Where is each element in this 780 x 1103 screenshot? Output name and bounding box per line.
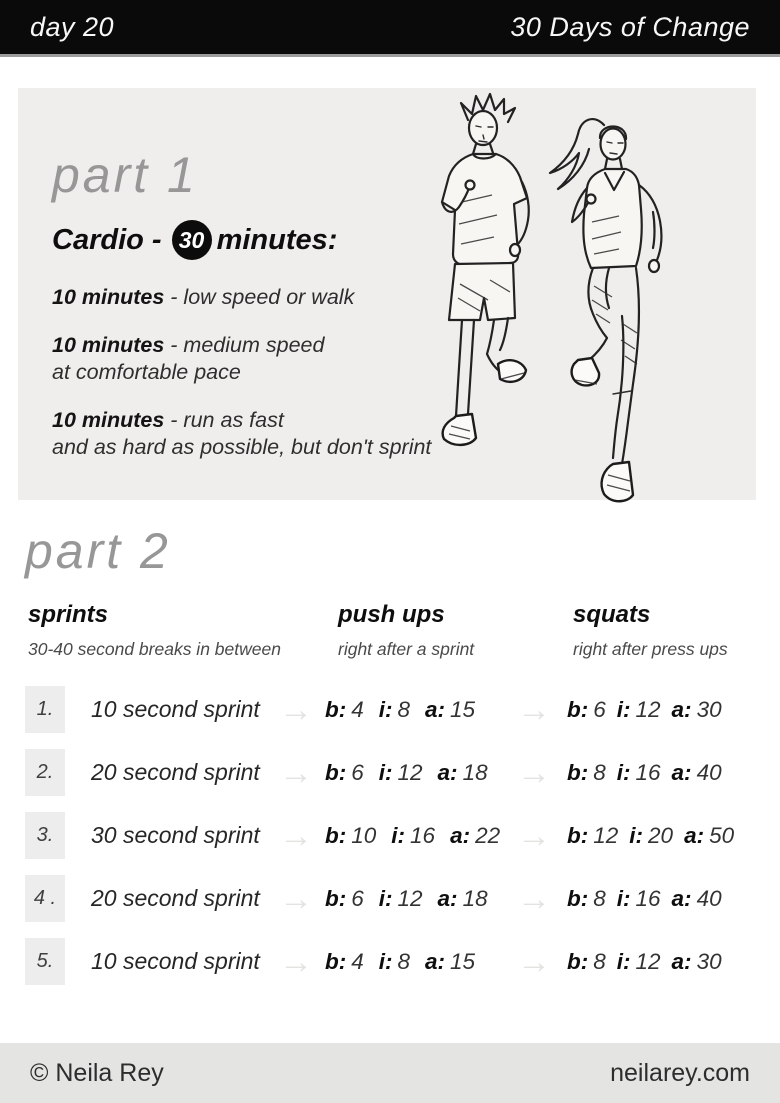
arrow-right-icon: → bbox=[279, 879, 313, 918]
stat-value: 30 bbox=[696, 696, 722, 722]
item-desc: - run as fast bbox=[164, 408, 284, 432]
row-number: 1. bbox=[25, 686, 65, 733]
stat-value: 22 bbox=[475, 822, 501, 848]
column-title: squats bbox=[573, 601, 651, 628]
male-runner bbox=[442, 94, 529, 445]
stat-label: i: bbox=[378, 948, 393, 974]
footer-bar bbox=[0, 1043, 780, 1103]
stat-label: i: bbox=[616, 948, 631, 974]
pushups-cell bbox=[325, 886, 503, 912]
cardio-item bbox=[52, 332, 431, 386]
column-title: push ups bbox=[338, 601, 445, 628]
stat-value: 16 bbox=[410, 822, 436, 848]
arrow-right-icon: → bbox=[517, 753, 551, 792]
cardio-items bbox=[52, 284, 431, 461]
stat-label: a: bbox=[437, 759, 458, 785]
stat-value: 8 bbox=[593, 759, 606, 785]
stat-value: 20 bbox=[648, 822, 674, 848]
stat-value: 18 bbox=[462, 759, 488, 785]
squats-cell bbox=[567, 823, 745, 849]
stat-label: i: bbox=[378, 696, 393, 722]
table-row bbox=[25, 749, 760, 796]
arrow-right-icon: → bbox=[279, 690, 313, 729]
part1-title: part 1 bbox=[52, 147, 198, 203]
sprint-cell: 20 second sprint bbox=[91, 885, 260, 911]
item-desc-line2: at comfortable pace bbox=[52, 360, 241, 384]
stat-value: 8 bbox=[397, 696, 411, 722]
stat-value: 40 bbox=[696, 759, 722, 785]
item-desc: - low speed or walk bbox=[164, 285, 355, 309]
item-duration: 10 minutes bbox=[52, 333, 165, 357]
arrow-right-icon: → bbox=[279, 816, 313, 855]
squats-cell bbox=[567, 760, 733, 786]
stat-label: a: bbox=[671, 885, 692, 911]
squats-cell bbox=[567, 697, 733, 723]
row-number: 5. bbox=[25, 938, 65, 985]
row-number: 3. bbox=[25, 812, 65, 859]
squats-cell bbox=[567, 886, 733, 912]
stat-label: i: bbox=[616, 696, 631, 722]
table-row bbox=[25, 812, 760, 859]
pushups-cell bbox=[325, 760, 503, 786]
pushups-cell bbox=[325, 949, 503, 975]
stat-value: 30 bbox=[696, 948, 722, 974]
day-label: day 20 bbox=[30, 11, 115, 42]
stat-value: 8 bbox=[593, 948, 606, 974]
website-text: neilarey.com bbox=[610, 1058, 750, 1087]
stat-value: 18 bbox=[462, 885, 488, 911]
stat-value: 12 bbox=[635, 696, 661, 722]
stat-value: 6 bbox=[351, 885, 364, 911]
column-subtitle: 30-40 second breaks in between bbox=[28, 639, 281, 659]
arrow-right-icon: → bbox=[517, 816, 551, 855]
stat-label: i: bbox=[629, 822, 644, 848]
table-row bbox=[25, 686, 760, 733]
arrow-right-icon: → bbox=[517, 690, 551, 729]
stat-value: 16 bbox=[635, 759, 661, 785]
stat-label: b: bbox=[325, 759, 347, 785]
cardio-heading bbox=[52, 220, 431, 260]
column-subtitle: right after press ups bbox=[573, 639, 728, 659]
stat-label: a: bbox=[450, 822, 471, 848]
program-title: 30 Days of Change bbox=[510, 11, 750, 42]
stat-label: a: bbox=[671, 759, 692, 785]
arrow-right-icon: → bbox=[517, 942, 551, 981]
part2-title: part 2 bbox=[25, 523, 171, 579]
stat-label: a: bbox=[437, 885, 458, 911]
stat-value: 4 bbox=[351, 696, 364, 722]
stat-label: i: bbox=[391, 822, 406, 848]
stat-label: a: bbox=[684, 822, 705, 848]
cardio-item bbox=[52, 284, 431, 311]
item-duration: 10 minutes bbox=[52, 285, 165, 309]
part1-panel bbox=[18, 88, 756, 500]
stat-label: a: bbox=[671, 948, 692, 974]
stat-label: a: bbox=[425, 948, 446, 974]
stat-value: 12 bbox=[397, 759, 423, 785]
stat-value: 15 bbox=[450, 696, 476, 722]
sprint-cell: 30 second sprint bbox=[91, 822, 260, 848]
stat-label: b: bbox=[567, 948, 589, 974]
stat-label: b: bbox=[567, 885, 589, 911]
runners-illustration bbox=[426, 92, 746, 510]
arrow-right-icon: → bbox=[279, 753, 313, 792]
stat-value: 50 bbox=[709, 822, 735, 848]
female-runner bbox=[550, 119, 661, 501]
column-header-sprints bbox=[28, 601, 281, 660]
item-desc-line2: and as hard as possible, but don't sprint bbox=[52, 435, 432, 459]
squats-cell bbox=[567, 949, 733, 975]
stat-label: a: bbox=[425, 696, 446, 722]
arrow-right-icon: → bbox=[517, 879, 551, 918]
stat-label: a: bbox=[671, 696, 692, 722]
table-row bbox=[25, 875, 760, 922]
arrow-right-icon: → bbox=[279, 942, 313, 981]
header-bar bbox=[0, 0, 780, 57]
part1-content bbox=[52, 146, 431, 482]
stat-label: b: bbox=[567, 759, 589, 785]
stat-label: b: bbox=[567, 822, 589, 848]
row-number: 2. bbox=[25, 749, 65, 796]
stat-label: b: bbox=[325, 885, 347, 911]
stat-label: b: bbox=[325, 696, 347, 722]
stat-value: 6 bbox=[593, 696, 606, 722]
item-desc: - medium speed bbox=[164, 333, 325, 357]
cardio-suffix: minutes: bbox=[216, 223, 338, 256]
stat-value: 12 bbox=[635, 948, 661, 974]
column-header-pushups bbox=[338, 601, 474, 660]
stat-value: 4 bbox=[351, 948, 364, 974]
stat-value: 12 bbox=[593, 822, 619, 848]
stat-value: 10 bbox=[351, 822, 377, 848]
stat-value: 12 bbox=[397, 885, 423, 911]
stat-label: i: bbox=[616, 885, 631, 911]
row-number: 4 . bbox=[25, 875, 65, 922]
cardio-item bbox=[52, 407, 431, 461]
stat-label: b: bbox=[325, 948, 347, 974]
pushups-cell bbox=[325, 823, 503, 849]
stat-value: 6 bbox=[351, 759, 364, 785]
sprint-cell: 10 second sprint bbox=[91, 948, 260, 974]
stat-value: 40 bbox=[696, 885, 722, 911]
stat-value: 8 bbox=[397, 948, 411, 974]
pushups-cell bbox=[325, 697, 503, 723]
stat-value: 16 bbox=[635, 885, 661, 911]
sprint-cell: 10 second sprint bbox=[91, 696, 260, 722]
stat-label: b: bbox=[567, 696, 589, 722]
stat-label: i: bbox=[378, 885, 393, 911]
stat-label: b: bbox=[325, 822, 347, 848]
column-header-squats bbox=[573, 601, 728, 660]
cardio-prefix: Cardio - bbox=[52, 223, 162, 256]
minutes-badge: 30 bbox=[172, 220, 212, 260]
sprint-cell: 20 second sprint bbox=[91, 759, 260, 785]
stat-value: 15 bbox=[450, 948, 476, 974]
stat-label: i: bbox=[616, 759, 631, 785]
stat-label: i: bbox=[378, 759, 393, 785]
copyright-text: © Neila Rey bbox=[30, 1058, 164, 1087]
table-row bbox=[25, 938, 760, 985]
column-title: sprints bbox=[28, 601, 109, 628]
item-duration: 10 minutes bbox=[52, 408, 165, 432]
workout-table bbox=[25, 686, 760, 1001]
column-subtitle: right after a sprint bbox=[338, 639, 475, 659]
stat-value: 8 bbox=[593, 885, 606, 911]
